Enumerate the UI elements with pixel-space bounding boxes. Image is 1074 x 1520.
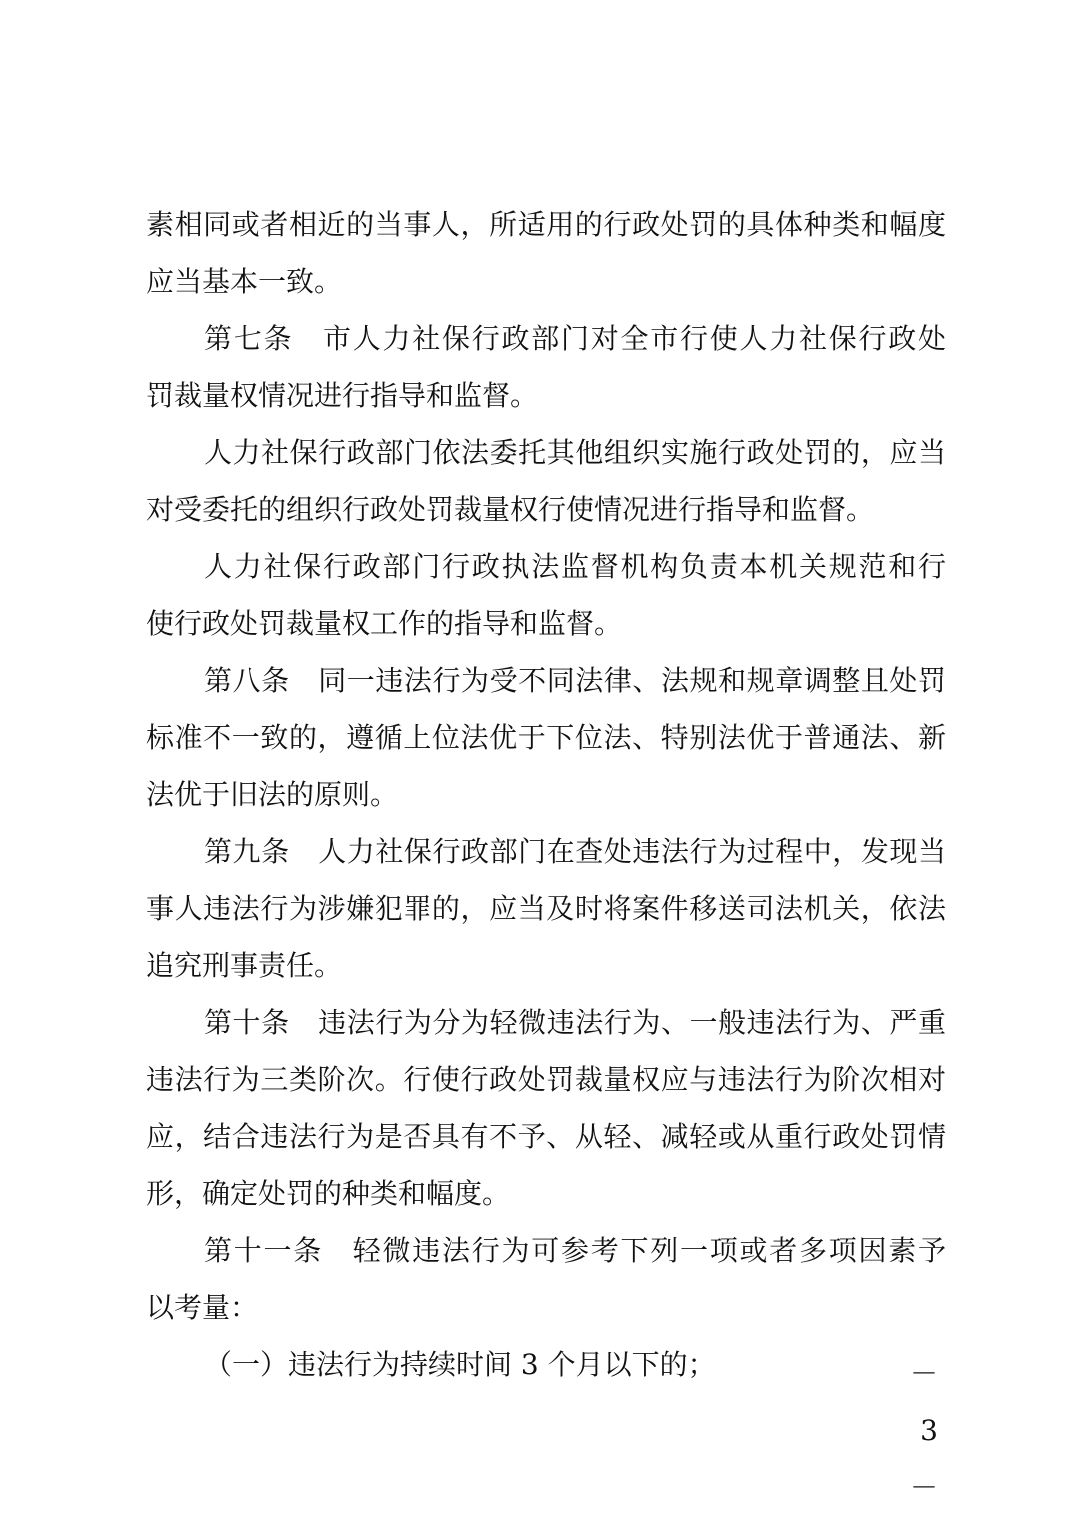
text-line: 违法行为三类阶次。行使行政处罚裁量权应与违法行为阶次相对 [146,1063,946,1096]
text-line: 素相同或者相近的当事人，所适用的行政处罚的具体种类和幅度 [146,208,946,241]
text-line: 第十一条 轻微违法行为可参考下列一项或者多项因素予 [204,1234,946,1267]
text-line: 标准不一致的，遵循上位法优于下位法、特别法优于普通法、新 [146,721,946,754]
text-line: 形，确定处罚的种类和幅度。 [146,1177,511,1210]
page-number: － 3 － [909,1357,944,1504]
document-body [146,196,946,1393]
text-line: 应当基本一致。 [146,265,343,298]
text-line: 事人违法行为涉嫌犯罪的，应当及时将案件移送司法机关，依法 [146,892,946,925]
text-line: 法优于旧法的原则。 [146,778,399,811]
text-line: 第十条 违法行为分为轻微违法行为、一般违法行为、严重 [204,1006,946,1039]
text-line: 人力社保行政部门行政执法监督机构负责本机关规范和行 [204,550,946,583]
text-line: 第七条 市人力社保行政部门对全市行使人力社保行政处 [204,322,946,355]
text-line: 第八条 同一违法行为受不同法律、法规和规章调整且处罚 [204,664,946,697]
text-line: 使行政处罚裁量权工作的指导和监督。 [146,607,623,640]
text-line: 人力社保行政部门依法委托其他组织实施行政处罚的，应当 [204,436,946,469]
text-line: （一）违法行为持续时间 3 个月以下的； [204,1348,716,1381]
text-line: 应，结合违法行为是否具有不予、从轻、减轻或从重行政处罚情 [146,1120,946,1153]
text-line: 以考量： [146,1291,259,1324]
text-line: 追究刑事责任。 [146,949,343,982]
text-line: 对受委托的组织行政处罚裁量权行使情况进行指导和监督。 [146,493,875,526]
text-line: 第九条 人力社保行政部门在查处违法行为过程中，发现当 [204,835,946,868]
text-line: 罚裁量权情况进行指导和监督。 [146,379,539,412]
